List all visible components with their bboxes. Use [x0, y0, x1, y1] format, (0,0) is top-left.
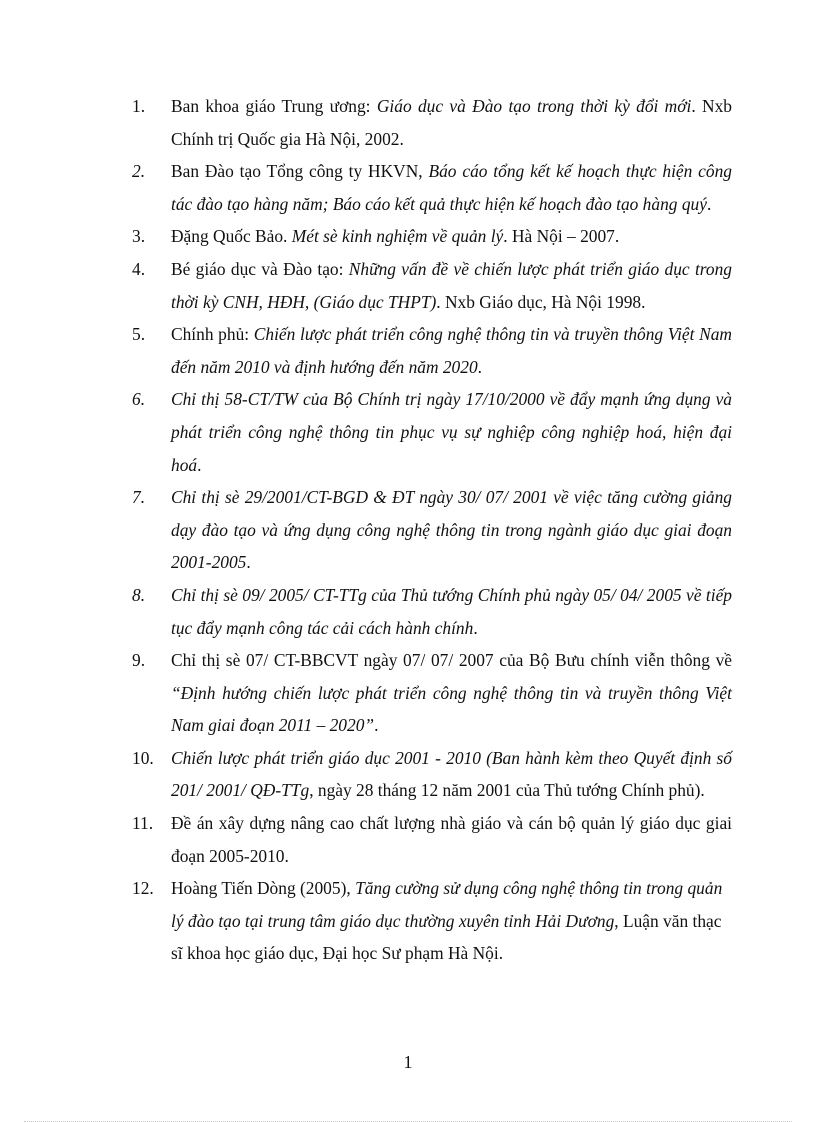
reference-text-run: Chỉ thị sè 07/ CT-BBCVT ngày 07/ 07/ 2007 của Bộ Bưu chính viễn thông về: [171, 650, 732, 671]
reference-text-run: . Nxb Giáo dục, Hà Nội 1998.: [436, 291, 646, 312]
reference-text: [171, 220, 732, 253]
reference-title-italic: Giáo dục và Đào tạo trong thời kỳ đổi mới: [376, 96, 692, 116]
reference-title-italic: Những vấn đề về chiến lược phát triển giáo dục trong thời kỳ CNH, HĐH, (Giáo dục THPT): [171, 258, 732, 312]
reference-number: 3.: [132, 226, 146, 247]
reference-text: [171, 579, 732, 644]
reference-title-italic: Chiến lược phát triển công nghệ thông tin và truyền thông Việt Nam đến năm 2010 và định hướng đến năm 2020: [171, 324, 732, 377]
reference-item: [132, 481, 732, 579]
reference-item: [132, 155, 732, 220]
reference-text-run: .: [477, 356, 483, 377]
reference-number: 5.: [132, 324, 146, 345]
reference-text: [171, 742, 732, 807]
page-bottom-divider: [24, 1121, 792, 1122]
reference-number: 4.: [132, 258, 146, 279]
reference-text-run: . Nxb Chính trị Quốc gia Hà Nội, 2002.: [171, 96, 732, 149]
reference-text-run: Ban khoa giáo Trung ương:: [171, 96, 377, 116]
reference-text: [171, 383, 732, 481]
reference-title-italic: “Định hướng chiến lược phát triển công nghệ thông tin và truyền thông Việt Nam giai đoạn 2011 – 2020”: [171, 682, 732, 736]
reference-item: [132, 644, 732, 742]
reference-text-run: , Luận văn thạc sĩ khoa học giáo dục, Đại học Sư phạm Hà Nội.: [171, 910, 722, 964]
reference-text-run: .: [197, 454, 202, 475]
reference-title-italic: Chỉ thị sè 09/ 2005/ CT-TTg của Thủ tướng Chính phủ ngày 05/ 04/ 2005 về tiếp tục đẩy mạnh công tác cải cách hành chính: [171, 584, 732, 638]
reference-text-run: .: [473, 617, 478, 638]
reference-item: [132, 383, 732, 481]
reference-text: [171, 155, 732, 220]
reference-item: [132, 253, 732, 318]
reference-item: [132, 220, 732, 253]
reference-title-italic: Chiến lược phát triển giáo dục 2001 - 2010 (Ban hành kèm theo Quyết định số 201/ 2001/ QĐ-TTg: [171, 747, 732, 801]
reference-title-italic: Mét sè kinh nghiệm về quản lý: [291, 226, 504, 247]
reference-list: [132, 90, 732, 970]
reference-text: [171, 807, 732, 872]
reference-text-run: Bé giáo dục và Đào tạo:: [171, 258, 349, 279]
reference-text: [171, 253, 732, 318]
reference-number: 7.: [132, 487, 146, 508]
reference-number: 6.: [132, 389, 146, 410]
reference-text-run: .: [706, 193, 712, 214]
reference-text: [171, 644, 732, 742]
reference-item: [132, 872, 732, 970]
reference-text-run: Chính phủ:: [171, 324, 254, 345]
reference-title-italic: Tăng cường sử dụng công nghệ thông tin trong quản lý đào tạo tại trung tâm giáo dục thường xuyên tỉnh Hải Dương: [171, 878, 723, 931]
reference-text: [171, 872, 732, 970]
reference-title-italic: Chỉ thị sè 29/2001/CT-BGD & ĐT ngày 30/ 07/ 2001 về việc tăng cường giảng dạy đào tạo và ứng dụng công nghệ thông tin trong ngành giáo dục giai đoạn 2001-2005: [171, 487, 732, 573]
reference-text-run: , ngày 28 tháng 12 năm 2001 của Thủ tướng Chính phủ).: [309, 780, 705, 801]
reference-item: [132, 807, 732, 872]
reference-number: 8.: [132, 584, 146, 605]
reference-text-run: Đặng Quốc Bảo.: [171, 226, 292, 247]
reference-number: 2.: [132, 161, 146, 182]
reference-title-italic: Báo cáo tổng kết kế hoạch thực hiện công tác đào tạo hàng năm; Báo cáo kết quả thực hiện kế hoạch đào tạo hàng quý: [171, 161, 732, 214]
reference-text-run: .: [374, 715, 379, 736]
reference-text: [171, 90, 732, 155]
reference-text: [171, 318, 732, 383]
reference-item: [132, 90, 732, 155]
reference-title-italic: Chỉ thị 58-CT/TW của Bộ Chính trị ngày 17/10/2000 về đẩy mạnh ứng dụng và phát triển công nghệ thông tin phục vụ sự nghiệp công nghiệp hoá, hiện đại hoá: [171, 389, 732, 475]
reference-text-run: .: [246, 552, 251, 573]
reference-number: 12.: [132, 878, 154, 899]
reference-item: [132, 579, 732, 644]
reference-text-run: . Hà Nội – 2007.: [503, 226, 620, 247]
reference-number: 11.: [132, 813, 154, 834]
reference-item: [132, 318, 732, 383]
page-number: 1: [403, 1052, 413, 1072]
reference-text-run: Ban Đào tạo Tổng công ty HKVN,: [171, 161, 429, 182]
reference-item: [132, 742, 732, 807]
reference-number: 10.: [132, 747, 154, 768]
reference-text-run: Đề án xây dựng nâng cao chất lượng nhà giáo và cán bộ quản lý giáo dục giai đoạn 2005-2010.: [171, 813, 732, 866]
reference-number: 9.: [132, 650, 146, 671]
reference-number: 1.: [132, 96, 146, 116]
reference-text-run: Hoàng Tiến Dòng (2005),: [171, 878, 356, 899]
reference-text: [171, 481, 732, 579]
